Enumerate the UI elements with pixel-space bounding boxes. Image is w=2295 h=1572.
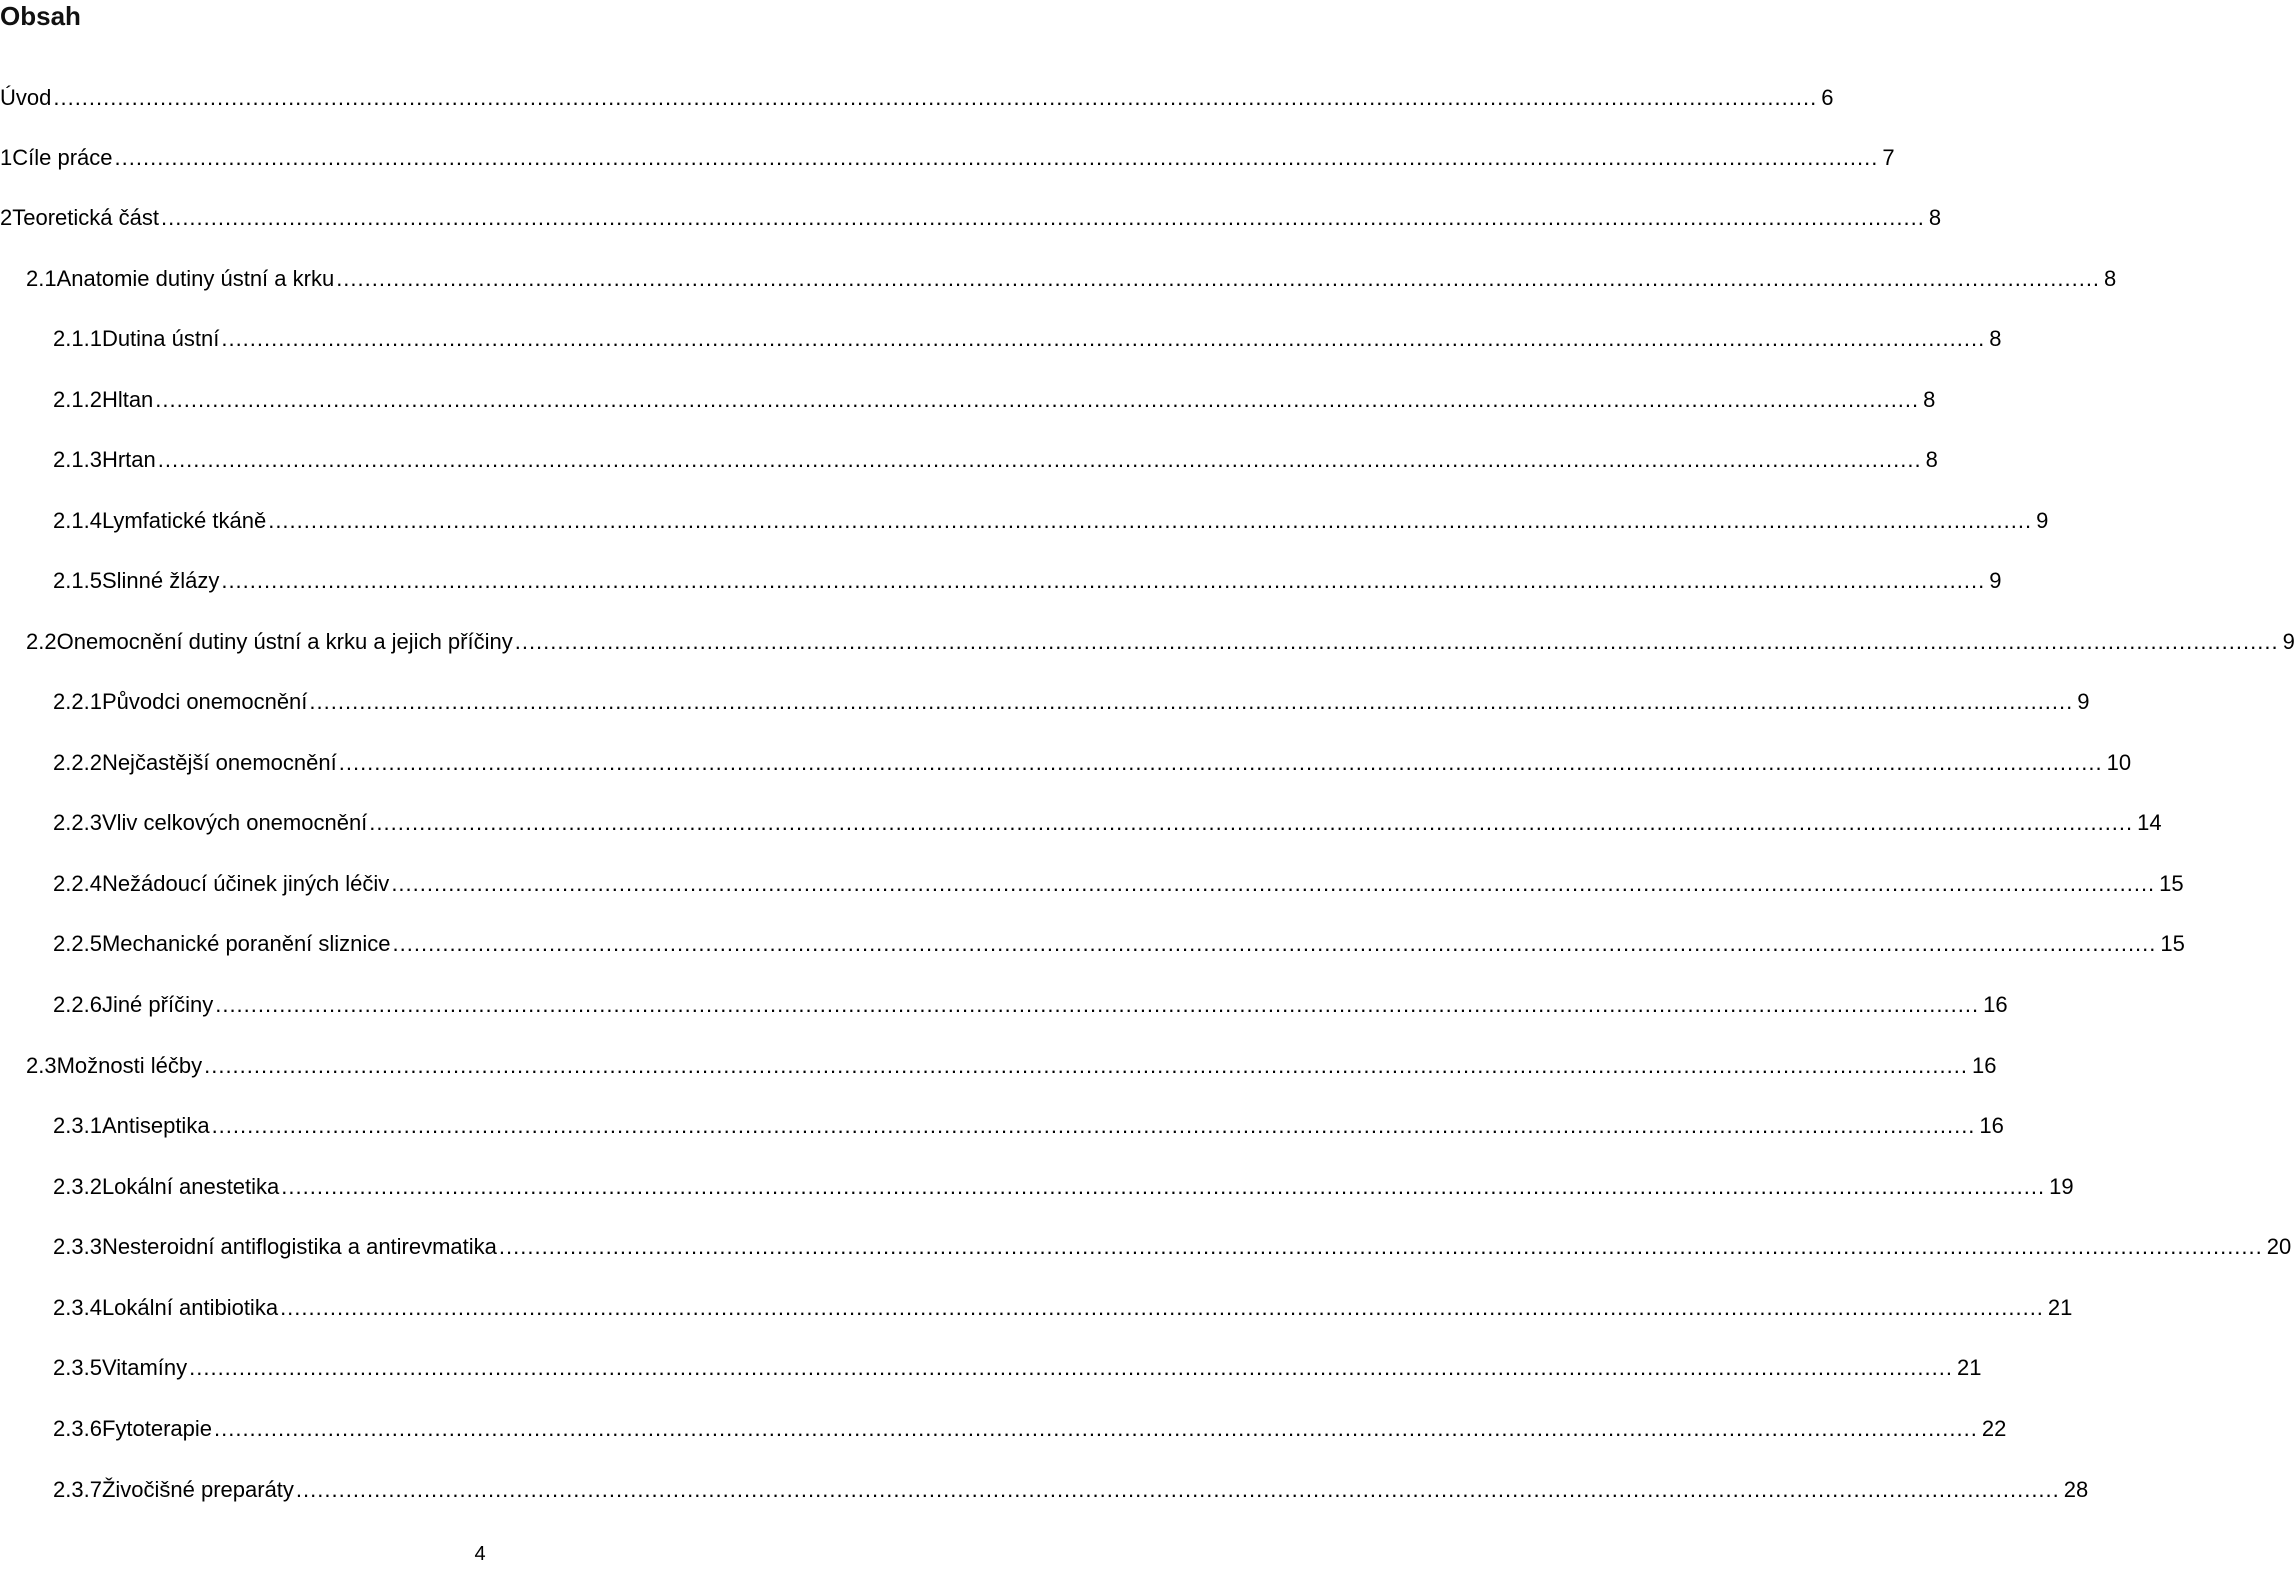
toc-entry-page: 8 bbox=[1923, 387, 1936, 412]
toc-entry-title: Antiseptika bbox=[101, 1113, 210, 1138]
toc-entry-number: 1 bbox=[0, 145, 13, 170]
toc-leader-dots bbox=[115, 142, 1879, 174]
toc-entry-2-1-1[interactable] bbox=[0, 323, 2002, 355]
toc-entry-page: 6 bbox=[1821, 85, 1834, 110]
toc-entry-number: 2.3.7 bbox=[53, 1477, 102, 1502]
toc-entry-page: 8 bbox=[2104, 266, 2117, 291]
toc-entry-number: 2.1.3 bbox=[53, 447, 102, 472]
toc-leader-dots bbox=[393, 928, 2157, 960]
toc-entry-page: 28 bbox=[2063, 1477, 2089, 1502]
toc-entry-page: 8 bbox=[1989, 326, 2002, 351]
toc-leader-dots bbox=[214, 1413, 1978, 1445]
toc-entry-2-2-2[interactable] bbox=[0, 747, 2132, 779]
toc-entry-number: 2.2 bbox=[26, 629, 57, 654]
toc-entry-page: 16 bbox=[1979, 1113, 2004, 1138]
toc-entry-title: Nežádoucí účinek jiných léčiv bbox=[101, 871, 390, 896]
toc-entry-2-3-5[interactable] bbox=[0, 1352, 1982, 1384]
toc-leader-dots bbox=[204, 1050, 1968, 1082]
toc-entry-title: Vliv celkových onemocnění bbox=[101, 810, 368, 835]
toc-entry-title: Fytoterapie bbox=[101, 1416, 212, 1441]
toc-entry-2-1-4[interactable] bbox=[0, 505, 2049, 537]
page-title: Obsah bbox=[0, 1, 81, 31]
toc-entry-page: 14 bbox=[2137, 810, 2162, 835]
toc-entry-page: 16 bbox=[1971, 1053, 1997, 1078]
toc-entry-title: Hltan bbox=[101, 387, 154, 412]
toc-leader-dots bbox=[158, 444, 1922, 476]
toc-entry-page: 15 bbox=[2159, 871, 2184, 896]
toc-entry-number: 2.1.2 bbox=[53, 387, 102, 412]
toc-leader-dots bbox=[336, 263, 2100, 295]
toc-entry-number: 2.3.5 bbox=[53, 1355, 102, 1380]
toc-entry-number: 2.1 bbox=[26, 266, 57, 291]
toc-entry-number: 2 bbox=[0, 205, 13, 230]
toc-entry-2-3-4[interactable] bbox=[0, 1292, 2073, 1324]
page-number: 4 bbox=[474, 1543, 486, 1565]
toc-entry-page: 20 bbox=[2266, 1234, 2292, 1259]
toc-entry-title: Anatomie dutiny ústní a krku bbox=[56, 266, 335, 291]
toc-leader-dots bbox=[515, 626, 2279, 658]
toc-entry-title: Živočišné preparáty bbox=[101, 1477, 294, 1502]
toc-entry-2-1-3[interactable] bbox=[0, 444, 1938, 476]
toc-leader-dots bbox=[215, 989, 1979, 1021]
toc-entry-title: Vitamíny bbox=[101, 1355, 188, 1380]
toc-leader-dots bbox=[53, 82, 1817, 114]
toc-entry-number: 2.2.4 bbox=[53, 871, 102, 896]
toc-leader-dots bbox=[499, 1231, 2263, 1263]
toc-leader-dots bbox=[281, 1171, 2045, 1203]
toc-entry-page: 8 bbox=[1925, 447, 1938, 472]
toc-entry-number: 2.3.4 bbox=[53, 1295, 102, 1320]
toc-entry-page: 22 bbox=[1981, 1416, 2007, 1441]
toc-entry-title: Nesteroidní antiflogistika a antirevmatika bbox=[101, 1234, 497, 1259]
toc-entry-2[interactable] bbox=[0, 202, 1942, 234]
toc-entry-2-3[interactable] bbox=[0, 1050, 1997, 1082]
toc-entry-2-3-6[interactable] bbox=[0, 1413, 2007, 1445]
toc-entry-page: 9 bbox=[2036, 508, 2049, 533]
toc-entry-title: Jiné příčiny bbox=[101, 992, 214, 1017]
toc-entry-page: 9 bbox=[1989, 568, 2002, 593]
toc-entry-page: 16 bbox=[1983, 992, 2008, 1017]
toc-entry-number: 2.3 bbox=[26, 1053, 57, 1078]
toc-leader-dots bbox=[280, 1292, 2044, 1324]
toc-entry-number: 2.2.3 bbox=[53, 810, 102, 835]
toc-entry-title: Lymfatické tkáně bbox=[101, 508, 267, 533]
toc-entry-title: Mechanické poranění sliznice bbox=[101, 931, 391, 956]
toc-entry-title: Původci onemocnění bbox=[101, 689, 308, 714]
toc-entry-number: 2.3.1 bbox=[53, 1113, 102, 1138]
toc-entry-2-1-2[interactable] bbox=[0, 384, 1936, 416]
toc-entry-title: Dutina ústní bbox=[101, 326, 220, 351]
toc-leader-dots bbox=[309, 686, 2073, 718]
toc-entry-number: 2.1.1 bbox=[53, 326, 102, 351]
toc-leader-dots bbox=[391, 868, 2155, 900]
toc-leader-dots bbox=[161, 202, 1925, 234]
toc-entry-page: 9 bbox=[2077, 689, 2090, 714]
toc-entry-number: 2.2.2 bbox=[53, 750, 102, 775]
toc-entry-title: Nejčastější onemocnění bbox=[101, 750, 337, 775]
toc-entry-page: 7 bbox=[1882, 145, 1895, 170]
toc-entry-page: 9 bbox=[2282, 629, 2295, 654]
toc-leader-dots bbox=[339, 747, 2103, 779]
toc-entry-title: Lokální antibiotika bbox=[101, 1295, 279, 1320]
toc-entry-title: Možnosti léčby bbox=[56, 1053, 203, 1078]
toc-entry-number: 2.1.4 bbox=[53, 508, 102, 533]
toc-leader-dots bbox=[268, 505, 2032, 537]
toc-entry-2-3-1[interactable] bbox=[0, 1110, 2004, 1142]
toc-entry-1[interactable] bbox=[0, 142, 1895, 174]
toc-entry-number: 2.3.6 bbox=[53, 1416, 102, 1441]
toc-entry-page: 21 bbox=[1956, 1355, 1982, 1380]
toc-entry-page: 15 bbox=[2160, 931, 2185, 956]
toc-leader-dots bbox=[369, 807, 2133, 839]
toc-entry-title: Cíle práce bbox=[12, 145, 113, 170]
toc-leader-dots bbox=[221, 565, 1985, 597]
toc-entry-title: Lokální anestetika bbox=[101, 1174, 280, 1199]
toc-entry-title: Slinné žlázy bbox=[101, 568, 220, 593]
toc-entry-number: 2.2.1 bbox=[53, 689, 102, 714]
toc-entry-number: 2.3.2 bbox=[53, 1174, 102, 1199]
toc-entry-2-3-3[interactable] bbox=[0, 1231, 2292, 1263]
toc-entry-2-2-5[interactable] bbox=[0, 928, 2185, 960]
toc-entry-2-2-4[interactable] bbox=[0, 868, 2184, 900]
toc-entry-number: 2.3.3 bbox=[53, 1234, 102, 1259]
toc-leader-dots bbox=[212, 1110, 1976, 1142]
toc-entry-2-1[interactable] bbox=[0, 263, 2117, 295]
toc-leader-dots bbox=[296, 1474, 2060, 1506]
toc-entry-2-3-2[interactable] bbox=[0, 1171, 2074, 1203]
toc-entry-2-2[interactable] bbox=[0, 626, 2295, 658]
toc-entry-2-1-5[interactable] bbox=[0, 565, 2002, 597]
toc-entry-uvod[interactable] bbox=[0, 82, 1834, 114]
toc-leader-dots bbox=[155, 384, 1919, 416]
toc-entry-page: 21 bbox=[2047, 1295, 2073, 1320]
toc-entry-title: Onemocnění dutiny ústní a krku a jejich příčiny bbox=[56, 629, 513, 654]
toc-entry-number: 2.2.5 bbox=[53, 931, 102, 956]
toc-entry-2-3-7[interactable] bbox=[0, 1474, 2089, 1506]
toc-entry-number: 2.2.6 bbox=[53, 992, 102, 1017]
toc-entry-2-2-3[interactable] bbox=[0, 807, 2162, 839]
toc-leader-dots bbox=[221, 323, 1985, 355]
toc-entry-page: 8 bbox=[1928, 205, 1942, 230]
toc-entry-title: Teoretická část bbox=[12, 205, 159, 230]
toc-entry-page: 10 bbox=[2106, 750, 2132, 775]
toc-entry-number: 2.1.5 bbox=[53, 568, 102, 593]
toc-entry-title: Hrtan bbox=[101, 447, 156, 472]
toc-entry-2-2-1[interactable] bbox=[0, 686, 2090, 718]
toc-leader-dots bbox=[189, 1352, 1953, 1384]
toc-entry-title: Úvod bbox=[0, 85, 52, 110]
toc-entry-2-2-6[interactable] bbox=[0, 989, 2008, 1021]
toc-entry-page: 19 bbox=[2049, 1174, 2074, 1199]
